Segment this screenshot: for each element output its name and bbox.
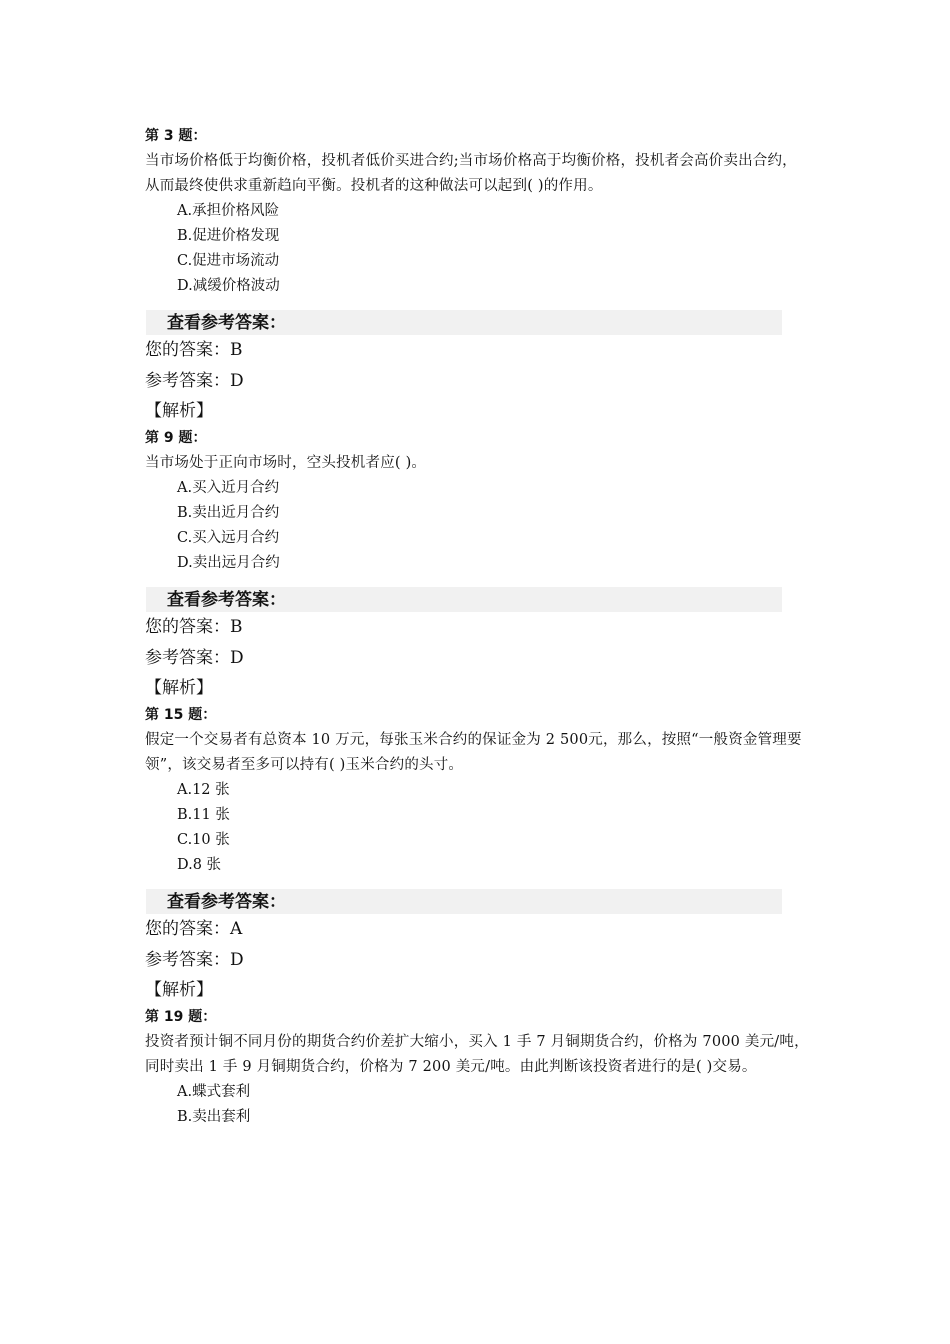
- option-list: [145, 199, 810, 299]
- your-answer-label: 您的答案：: [145, 919, 230, 939]
- view-answer-button[interactable]: 查看参考答案：: [146, 587, 782, 612]
- option-d: D.卖出远月合约: [177, 555, 280, 571]
- option-b: B.卖出套利: [177, 1109, 251, 1125]
- option-list: [145, 1080, 810, 1130]
- your-answer-label: 您的答案：: [145, 340, 230, 360]
- document-page: [145, 124, 810, 1130]
- your-answer-value: B: [230, 340, 243, 360]
- reference-answer-label: 参考答案：: [145, 371, 230, 391]
- analysis-label: 【解析】: [145, 678, 213, 698]
- reference-answer: [145, 643, 810, 674]
- reference-answer-value: D: [230, 950, 244, 970]
- analysis-label: 【解析】: [145, 980, 213, 1000]
- your-answer: [145, 612, 810, 643]
- question-text: 当市场处于正向市场时，空头投机者应( )。: [145, 455, 427, 471]
- reference-answer: [145, 366, 810, 397]
- option-b: B.促进价格发现: [177, 228, 280, 244]
- view-answer-button[interactable]: 查看参考答案：: [146, 310, 782, 335]
- question-text: 假定一个交易者有总资本 10 万元，每张玉米合约的保证金为 2 500元，那么，按照“一般资金管理要领”，该交易者至多可以持有( )玉米合约的头寸。: [145, 732, 802, 773]
- reference-answer-value: D: [230, 648, 244, 668]
- analysis-label: 【解析】: [145, 401, 213, 421]
- option-list: [145, 778, 810, 878]
- question-text: 当市场价格低于均衡价格，投机者低价买进合约;当市场价格高于均衡价格，投机者会高价卖出合约，从而最终使供求重新趋向平衡。投机者的这种做法可以起到( )的作用。: [145, 153, 797, 194]
- reference-answer-value: D: [230, 371, 244, 391]
- question-title: 第 19 题：: [145, 1009, 217, 1025]
- option-list: [145, 476, 810, 576]
- option-b: B.11 张: [177, 807, 230, 823]
- your-answer-label: 您的答案：: [145, 617, 230, 637]
- reference-answer-label: 参考答案：: [145, 648, 230, 668]
- option-a: A.12 张: [177, 782, 230, 798]
- question-block: [145, 124, 810, 426]
- reference-answer-label: 参考答案：: [145, 950, 230, 970]
- question-title: 第 9 题：: [145, 430, 207, 446]
- your-answer-value: B: [230, 617, 243, 637]
- option-c: C.10 张: [177, 832, 230, 848]
- question-block: [145, 426, 810, 703]
- question-text: 投资者预计铜不同月份的期货合约价差扩大缩小，买入 1 手 7 月铜期货合约，价格为 7000 美元/吨，同时卖出 1 手 9 月铜期货合约，价格为 7 200 美元/吨。由此判断该投资者进行的是( )交易。: [145, 1034, 809, 1075]
- question-title: 第 15 题：: [145, 707, 217, 723]
- option-b: B.卖出近月合约: [177, 505, 280, 521]
- your-answer-value: A: [230, 919, 243, 939]
- option-c: C.买入远月合约: [177, 530, 280, 546]
- option-d: D.减缓价格波动: [177, 278, 280, 294]
- your-answer: [145, 914, 810, 945]
- option-c: C.促进市场流动: [177, 253, 280, 269]
- view-answer-button[interactable]: 查看参考答案：: [146, 889, 782, 914]
- your-answer: [145, 335, 810, 366]
- option-a: A.买入近月合约: [177, 480, 280, 496]
- option-a: A.蝶式套利: [177, 1084, 251, 1100]
- option-d: D.8 张: [177, 857, 222, 873]
- question-block: [145, 703, 810, 1005]
- reference-answer: [145, 945, 810, 976]
- option-a: A.承担价格风险: [177, 203, 280, 219]
- question-block: [145, 1005, 810, 1130]
- question-title: 第 3 题：: [145, 128, 207, 144]
